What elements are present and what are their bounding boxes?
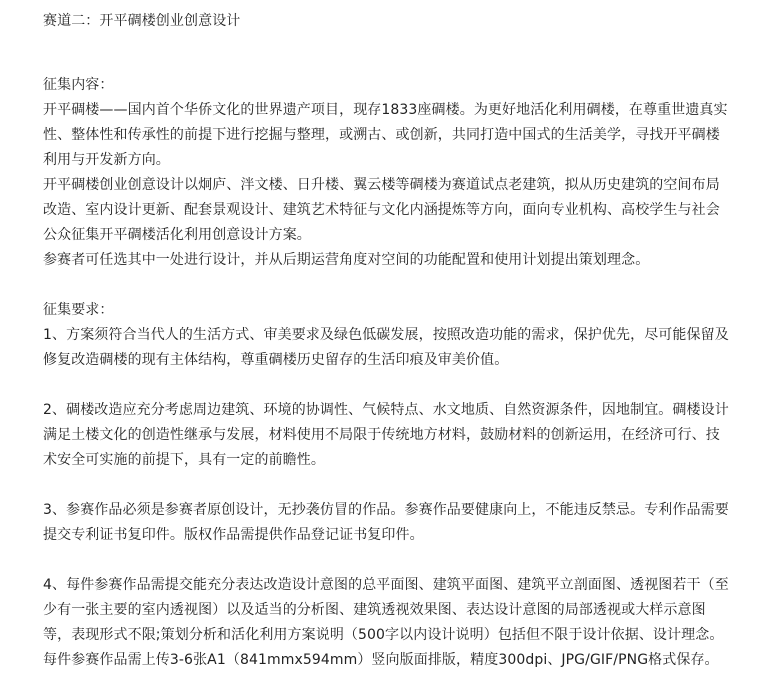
content-paragraph-intro: 开平碉楼——国内首个华侨文化的世界遗产项目，现存1833座碉楼。为更好地活化利用碉楼，在尊重世遗真实性、整体性和传承性的前提下进行挖掘与整理，或溯古、或创新，共同打造中国式的生活美学，寻找开平碉楼利用与开发新方向。 xyxy=(43,102,728,168)
content-paragraph-scope: 开平碉楼创业创意设计以炯庐、泮文楼、日升楼、翼云楼等碉楼为赛道试点老建筑，拟从历史建筑的空间布局改造、室内设计更新、配套景观设计、建筑艺术特征与文化内涵提炼等方向，面向专业机构、高校学生与社会公众征集开平碉楼活化利用创意设计方案。 xyxy=(43,177,720,243)
requirements-heading: 征集要求： xyxy=(43,302,114,318)
spacer xyxy=(43,59,733,73)
document-body xyxy=(43,9,733,673)
spacer xyxy=(43,34,733,59)
requirement-item-2: 2、碉楼改造应充分考虑周边建筑、环境的协调性、气候特点、水文地质、自然资源条件，因地制宜。碉楼设计满足土楼文化的创造性继承与发展，材料使用不局限于传统地方材料，鼓励材料的创新运用，在经济可行、技术安全可实施的前提下，具有一定的前瞻性。 xyxy=(43,402,729,468)
requirement-item-1: 1、方案须符合当代人的生活方式、审美要求及绿色低碳发展，按照改造功能的需求，保护优先，尽可能保留及修复改造碉楼的现有主体结构，尊重碉楼历史留存的生活印痕及审美价值。 xyxy=(43,327,729,368)
content-paragraph-participation: 参赛者可任选其中一处进行设计，并从后期运营角度对空间的功能配置和使用计划提出策划理念。 xyxy=(43,252,650,268)
spacer xyxy=(43,273,733,298)
spacer xyxy=(43,373,733,398)
content-heading: 征集内容： xyxy=(43,77,114,93)
track-title: 赛道二：开平碉楼创业创意设计 xyxy=(43,13,241,29)
requirement-item-4: 4、每件参赛作品需提交能充分表达改造设计意图的总平面图、建筑平面图、建筑平立剖面图、透视图若干（至少有一张主要的室内透视图）以及适当的分析图、建筑透视效果图、表达设计意图的局部透视或大样示意图等，表现形式不限;策划分析和活化利用方案说明（500字以内设计说明）包括但不限于设计依据、设计理念。每件参赛作品需上传3-6张A1（841mmx594mm）竖向版面排版，精度300dpi、JPG/GIF/PNG格式保存。 xyxy=(43,577,729,668)
spacer xyxy=(43,473,733,498)
requirement-item-3: 3、参赛作品必须是参赛者原创设计，无抄袭仿冒的作品。参赛作品要健康向上，不能违反禁忌。专利作品需要提交专利证书复印件。版权作品需提供作品登记证书复印件。 xyxy=(43,502,729,543)
spacer xyxy=(43,548,733,573)
